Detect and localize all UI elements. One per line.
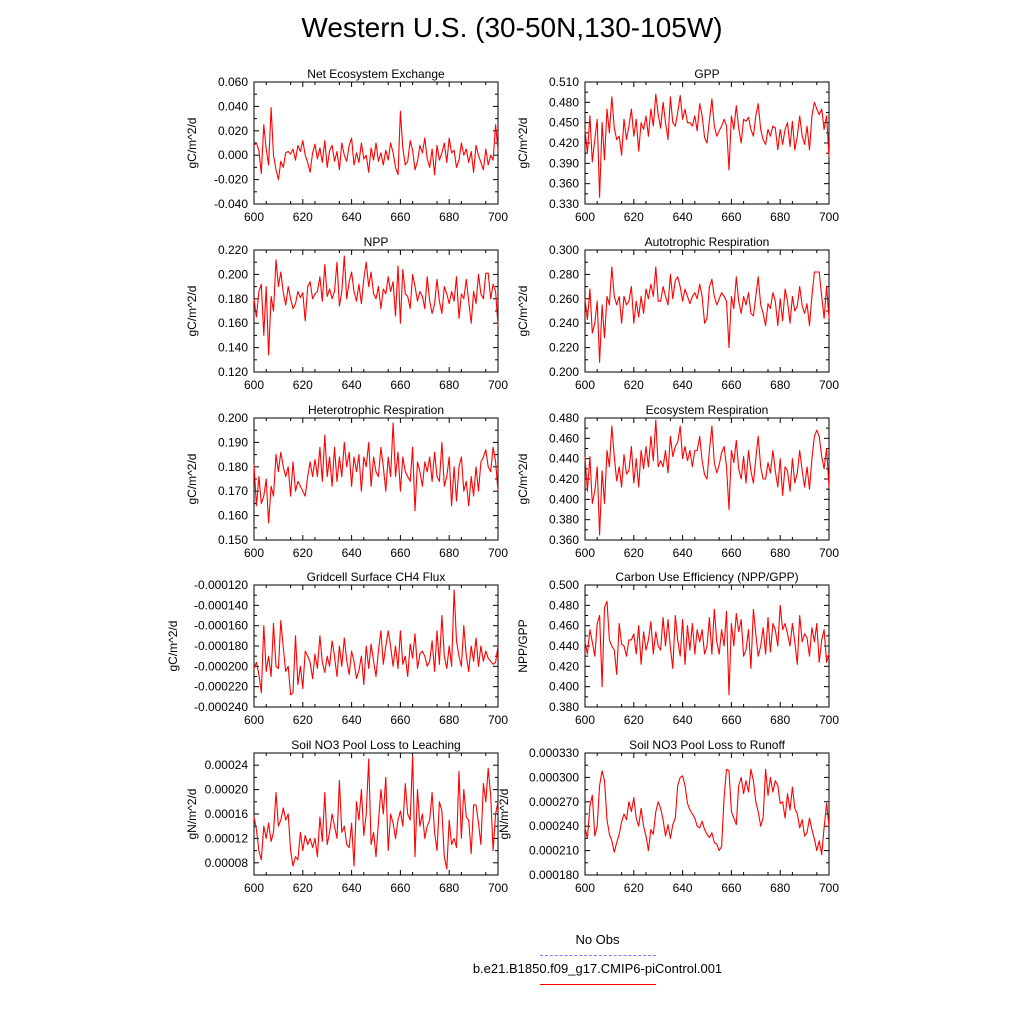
x-tick-label: 660	[390, 881, 411, 895]
series-line	[585, 601, 829, 695]
y-tick-label: 0.420	[548, 136, 579, 150]
y-axis-title: gC/m^2/d	[185, 285, 199, 337]
series-line	[254, 590, 498, 695]
x-tick-label: 680	[439, 378, 460, 392]
y-axis-title: gN/m^2/d	[497, 788, 511, 840]
y-tick-label: 0.360	[548, 176, 579, 191]
x-tick-label: 680	[770, 378, 791, 392]
y-tick-label: 0.260	[548, 291, 579, 306]
panel-title: Carbon Use Efficiency (NPP/GPP)	[615, 570, 799, 584]
x-tick-label: 640	[672, 881, 693, 895]
y-tick-label: 0.380	[548, 700, 579, 714]
x-tick-label: 640	[341, 546, 362, 560]
figure-title: Western U.S. (30-50N,130-105W)	[301, 12, 723, 43]
x-tick-label: 680	[439, 546, 460, 560]
y-tick-label: 0.00012	[204, 831, 248, 846]
y-tick-label: 0.000300	[528, 770, 579, 785]
x-tick-label: 700	[818, 210, 840, 224]
x-tick-label: 640	[672, 378, 693, 392]
y-tick-label: -0.000220	[193, 679, 248, 694]
y-tick-label: 0.300	[548, 243, 579, 257]
y-tick-label: 0.450	[548, 115, 579, 130]
x-tick-label: 700	[487, 881, 509, 895]
y-tick-label: -0.000120	[193, 578, 248, 592]
x-tick-label: 700	[487, 378, 509, 392]
x-tick-label: 700	[487, 546, 509, 560]
x-tick-label: 660	[390, 546, 411, 560]
y-tick-label: 0.400	[548, 679, 579, 694]
x-tick-label: 660	[390, 210, 411, 224]
x-tick-label: 660	[721, 881, 742, 895]
legend-model-line	[540, 984, 656, 985]
y-tick-label: 0.480	[548, 598, 579, 613]
y-tick-label: 0.500	[548, 578, 579, 592]
x-tick-label: 620	[292, 713, 313, 727]
x-tick-label: 640	[672, 210, 693, 224]
y-tick-label: 0.120	[217, 365, 248, 379]
y-tick-label: 0.020	[217, 123, 248, 138]
y-tick-label: 0.220	[548, 340, 579, 355]
y-tick-label: -0.000140	[193, 598, 248, 613]
x-tick-label: 620	[292, 210, 313, 224]
y-tick-label: 0.180	[217, 459, 248, 474]
panel-title: Ecosystem Respiration	[645, 403, 769, 417]
panel-9	[497, 738, 839, 895]
x-tick-label: 660	[390, 713, 411, 727]
legend-model-label: b.e21.B1850.f09_g17.CMIP6-piControl.001	[472, 961, 723, 976]
y-tick-label: 0.480	[548, 411, 579, 425]
y-tick-label: 0.420	[548, 659, 579, 674]
panel-8	[185, 738, 508, 895]
y-tick-label: 0.040	[217, 99, 248, 114]
panel-title: Soil NO3 Pool Loss to Runoff	[629, 738, 785, 752]
y-axis-title: gC/m^2/d	[185, 453, 199, 505]
panel-title: Autotrophic Respiration	[644, 235, 770, 249]
y-tick-label: 0.480	[548, 95, 579, 110]
y-tick-label: 0.060	[217, 75, 248, 89]
x-tick-label: 680	[439, 881, 460, 895]
x-tick-label: 620	[623, 210, 644, 224]
panel-title: GPP	[694, 67, 720, 81]
y-tick-label: 0.180	[217, 291, 248, 306]
y-tick-label: 0.360	[548, 533, 579, 547]
x-tick-label: 600	[574, 881, 596, 895]
x-tick-label: 680	[770, 881, 791, 895]
y-axis-title: gC/m^2/d	[516, 117, 530, 169]
y-tick-label: 0.200	[217, 411, 248, 425]
x-tick-label: 680	[770, 546, 791, 560]
x-tick-label: 640	[672, 546, 693, 560]
plot-frame	[254, 250, 498, 372]
panel-0	[185, 67, 508, 224]
series-line	[585, 420, 829, 535]
y-tick-label: 0.510	[548, 75, 579, 89]
y-tick-label: 0.00016	[204, 807, 248, 821]
y-tick-label: -0.000200	[193, 659, 248, 674]
y-tick-label: 0.000	[217, 148, 248, 163]
x-tick-label: 660	[721, 546, 742, 560]
y-tick-label: 0.000180	[528, 868, 579, 882]
x-tick-label: 640	[341, 378, 362, 392]
y-axis-title: NPP/GPP	[516, 619, 530, 673]
series-line	[254, 423, 498, 523]
x-tick-label: 600	[574, 210, 596, 224]
panel-5	[516, 403, 839, 560]
y-tick-label: 0.200	[548, 365, 579, 379]
x-tick-label: 660	[721, 210, 742, 224]
series-line	[254, 756, 498, 869]
panel-7	[516, 570, 839, 727]
y-axis-title: gC/m^2/d	[185, 117, 199, 169]
y-tick-label: 0.00008	[204, 855, 248, 870]
x-tick-label: 680	[439, 713, 460, 727]
y-tick-label: 0.000240	[528, 819, 579, 834]
y-tick-label: -0.000160	[193, 618, 248, 633]
y-tick-label: 0.420	[548, 472, 579, 486]
y-tick-label: 0.220	[217, 243, 248, 257]
x-tick-label: 640	[341, 881, 362, 895]
x-tick-label: 660	[390, 378, 411, 392]
x-tick-label: 620	[292, 378, 313, 392]
series-line	[585, 769, 829, 854]
y-axis-title: gN/m^2/d	[185, 788, 199, 840]
series-line	[254, 256, 498, 355]
x-tick-label: 700	[818, 713, 840, 727]
y-tick-label: 0.190	[217, 435, 248, 450]
y-tick-label: -0.020	[213, 172, 248, 187]
x-tick-label: 600	[243, 210, 265, 224]
y-tick-label: 0.460	[548, 431, 579, 446]
x-tick-label: 700	[487, 210, 509, 224]
x-tick-label: 600	[574, 713, 596, 727]
legend-obs-line	[540, 955, 656, 956]
y-tick-label: 0.000210	[528, 843, 579, 858]
legend-obs-label: No Obs	[575, 932, 620, 947]
x-tick-label: 600	[574, 546, 596, 560]
y-tick-label: 0.160	[217, 316, 248, 331]
y-tick-label: 0.440	[548, 639, 579, 653]
x-tick-label: 660	[721, 378, 742, 392]
x-tick-label: 680	[770, 713, 791, 727]
panel-1	[516, 67, 839, 224]
y-tick-label: 0.140	[217, 340, 248, 355]
y-tick-label: 0.400	[548, 492, 579, 507]
x-tick-label: 640	[341, 210, 362, 224]
x-tick-label: 620	[623, 546, 644, 560]
panel-title: Gridcell Surface CH4 Flux	[306, 570, 446, 584]
x-tick-label: 600	[243, 713, 265, 727]
y-tick-label: 0.280	[548, 267, 579, 282]
y-tick-label: 0.380	[548, 512, 579, 527]
y-tick-label: 0.440	[548, 451, 579, 466]
panel-title: NPP	[363, 235, 389, 249]
y-tick-label: 0.460	[548, 618, 579, 633]
x-tick-label: 700	[487, 713, 509, 727]
x-tick-label: 600	[243, 546, 265, 560]
x-tick-label: 620	[623, 881, 644, 895]
panel-2	[185, 235, 508, 392]
x-tick-label: 700	[818, 881, 840, 895]
x-tick-label: 680	[439, 210, 460, 224]
panel-3	[516, 235, 839, 392]
plot-frame	[254, 418, 498, 540]
panel-4	[185, 403, 508, 560]
y-axis-title: gC/m^2/d	[516, 285, 530, 337]
x-tick-label: 660	[721, 713, 742, 727]
y-axis-title: gC/m^2/d	[516, 453, 530, 505]
y-tick-label: -0.000240	[193, 700, 248, 714]
y-tick-label: 0.00020	[204, 782, 248, 797]
y-tick-label: 0.240	[548, 316, 579, 331]
x-tick-label: 600	[243, 378, 265, 392]
series-line	[585, 94, 829, 197]
y-axis-title: gC/m^2/d	[166, 620, 180, 672]
y-tick-label: 0.170	[217, 484, 248, 499]
x-tick-label: 680	[770, 210, 791, 224]
series-line	[254, 108, 498, 180]
panel-6	[166, 570, 508, 727]
y-tick-label: 0.390	[548, 156, 579, 171]
x-tick-label: 620	[623, 713, 644, 727]
plot-frame	[585, 250, 829, 372]
x-tick-label: 700	[818, 378, 840, 392]
y-tick-label: 0.00024	[204, 758, 248, 773]
x-tick-label: 640	[672, 713, 693, 727]
y-tick-label: 0.150	[217, 533, 248, 547]
y-tick-label: 0.330	[548, 197, 579, 211]
x-tick-label: 640	[341, 713, 362, 727]
series-line	[585, 267, 829, 362]
x-tick-label: 620	[623, 378, 644, 392]
y-tick-label: 0.200	[217, 267, 248, 282]
x-tick-label: 700	[818, 546, 840, 560]
x-tick-label: 620	[292, 546, 313, 560]
x-tick-label: 620	[292, 881, 313, 895]
y-tick-label: 0.000270	[528, 794, 579, 809]
panel-title: Net Ecosystem Exchange	[307, 67, 445, 81]
y-tick-label: 0.000330	[528, 746, 579, 760]
y-tick-label: -0.040	[213, 197, 248, 211]
panel-title: Soil NO3 Pool Loss to Leaching	[291, 738, 461, 752]
x-tick-label: 600	[574, 378, 596, 392]
panel-title: Heterotrophic Respiration	[307, 403, 445, 417]
plot-frame	[585, 753, 829, 875]
y-tick-label: -0.000180	[193, 639, 248, 653]
y-tick-label: 0.160	[217, 508, 248, 523]
x-tick-label: 600	[243, 881, 265, 895]
